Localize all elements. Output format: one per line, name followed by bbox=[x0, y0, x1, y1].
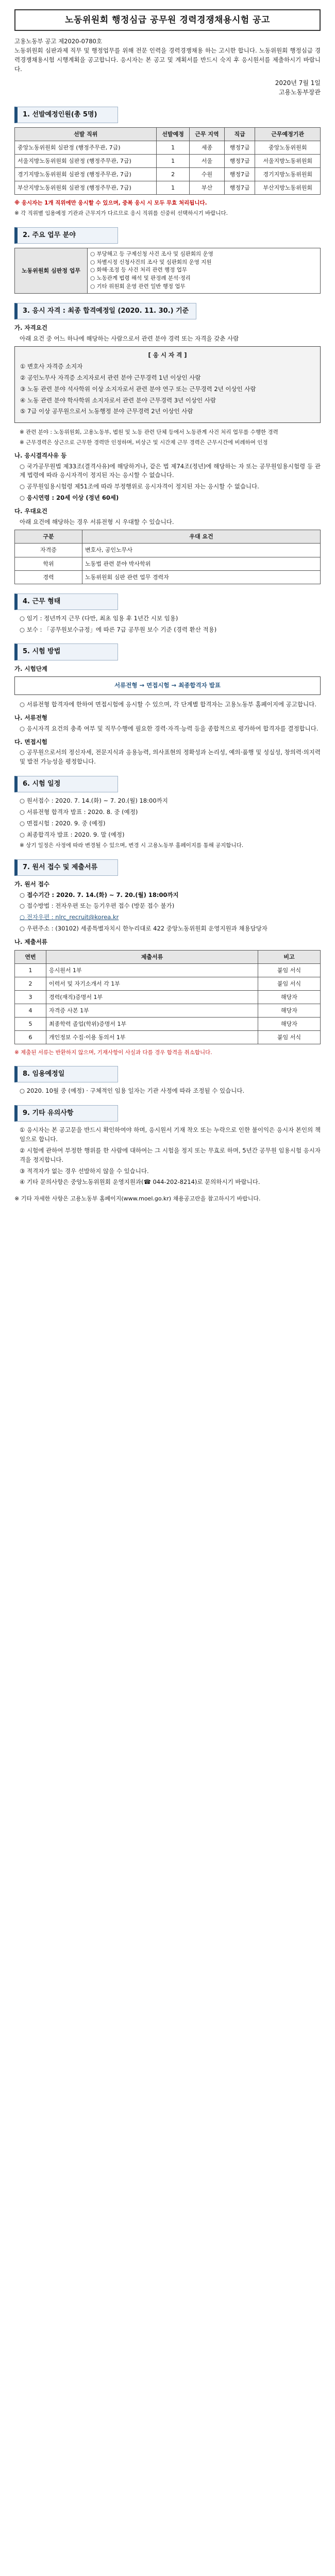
table-cell: 자격증 bbox=[15, 544, 82, 557]
section-heading: 5. 시험 방법 bbox=[14, 643, 118, 660]
column-header: 구분 bbox=[15, 530, 82, 544]
body-text: ○ 접수방법 : 전자우편 또는 등기우편 접수 (방문 접수 불가) bbox=[20, 902, 175, 910]
table-row bbox=[15, 963, 321, 977]
list-item: ○ 서류전형 합격자 발표 : 2020. 8. 중 (예정) bbox=[20, 808, 138, 816]
notice-text: ※ 제출된 서류는 반환하지 않으며, 기재사항이 사실과 다를 경우 합격을 취소합니다. bbox=[14, 1049, 212, 1056]
section-recruitment bbox=[14, 107, 321, 123]
body-text: ○ 서류전형 합격자에 한하여 면접시험에 응시할 수 있으며, 각 단계별 합격자는 고용노동부 홈페이지에 공고합니다. bbox=[20, 701, 316, 708]
column-header: 선발 직위 bbox=[15, 127, 157, 141]
table-row bbox=[15, 168, 321, 181]
list-item: ① 응시자는 본 공고문을 반드시 확인하여야 하며, 응시원서 기재 착오 또는 누락으로 인한 불이익은 응시자 본인의 책임으로 합니다. bbox=[20, 1126, 321, 1143]
table-cell: 이력서 및 자기소개서 각 1부 bbox=[46, 977, 258, 990]
table-row bbox=[15, 1017, 321, 1030]
list-item: ② 시험에 관하여 부정한 행위를 한 사람에 대하여는 그 시험을 정지 또는 무효로 하며, 5년간 공무원 임용시험 응시자격을 정지합니다. bbox=[20, 1147, 321, 1163]
table-header-row bbox=[15, 950, 321, 963]
list-item: ○ 원서접수 : 2020. 7. 14.(화) ~ 7. 20.(월) 18:00까지 bbox=[20, 797, 168, 805]
table-row bbox=[15, 248, 321, 293]
body-text: 아래 요건에 해당하는 경우 서류전형 시 우대할 수 있습니다. bbox=[20, 518, 174, 526]
table-cell: 변호사, 공인노무사 bbox=[82, 544, 321, 557]
duties-list bbox=[88, 248, 321, 293]
table-row bbox=[15, 557, 321, 570]
table-row bbox=[15, 181, 321, 195]
section-heading: 4. 근무 형태 bbox=[14, 594, 118, 610]
table-cell: 해당자 bbox=[258, 1004, 321, 1017]
subsection-heading: 다. 면접시험 bbox=[14, 738, 47, 745]
section-heading: 8. 임용예정일 bbox=[14, 1066, 118, 1082]
table-row bbox=[15, 570, 321, 584]
table-row bbox=[15, 1004, 321, 1017]
table-cell: 3 bbox=[15, 990, 46, 1004]
subsection-heading: 나. 응시결격사유 등 bbox=[14, 451, 67, 459]
table-cell: 부산지방노동위원회 bbox=[255, 181, 321, 195]
table-row bbox=[15, 544, 321, 557]
footer-note: ※ 기타 자세한 사항은 고용노동부 홈페이지(www.moel.go.kr) 채용공고란을 참고하시기 바랍니다. bbox=[14, 1195, 261, 1202]
duties-table bbox=[14, 248, 321, 294]
list-item: ○ 부당해고 등 구제신청 사건 조사 및 심판회의 운영 bbox=[90, 250, 213, 257]
table-row bbox=[15, 1030, 321, 1044]
body-text: ○ 임기 : 정년까지 근무 (다만, 최초 임용 후 1년간 시보 임용) bbox=[20, 614, 178, 622]
list-item: ○ 화해·조정 등 사건 처리 관련 행정 업무 bbox=[90, 267, 188, 274]
notice-text: ※ 응시자는 1개 직위에만 응시할 수 있으며, 중복 응시 시 모두 무효 처리됩니다. bbox=[14, 200, 207, 207]
table-cell: 노동위원회 심판 관련 업무 경력자 bbox=[82, 570, 321, 584]
subsection-heading: 다. 우대요건 bbox=[14, 507, 47, 515]
table-cell: 경력 bbox=[15, 570, 82, 584]
table-cell: 중앙노동위원회 bbox=[255, 141, 321, 154]
subsection-heading: 나. 제출서류 bbox=[14, 938, 47, 945]
section-qualifications bbox=[14, 303, 321, 319]
section-appointment-date bbox=[14, 1066, 321, 1082]
section-application bbox=[14, 859, 321, 876]
section-other-notes bbox=[14, 1105, 321, 1122]
box-title: [ 응 시 자 격 ] bbox=[148, 351, 187, 359]
email-address[interactable]: ○ 전자우편 : nlrc_recruit@korea.kr bbox=[20, 913, 119, 921]
list-item: ○ 차별시정 신청사건의 조사 및 심판회의 운영 지원 bbox=[90, 259, 212, 265]
section-schedule bbox=[14, 776, 321, 792]
body-text: ○ 2020. 10월 중 (예정) · 구체적인 임용 일자는 기관 사정에 따라 조정될 수 있습니다. bbox=[20, 1087, 245, 1095]
section-heading: 6. 시험 일정 bbox=[14, 776, 118, 792]
preference-table bbox=[14, 530, 321, 584]
table-row bbox=[15, 977, 321, 990]
table-header-row bbox=[15, 127, 321, 141]
table-cell: 붙임 서식 bbox=[258, 963, 321, 977]
exam-steps-box bbox=[14, 676, 321, 695]
body-text: ○ 우편주소 : (30102) 세종특별자치시 한누리대로 422 중앙노동위원회 운영지원과 채용담당자 bbox=[20, 925, 267, 933]
column-header: 제출서류 bbox=[46, 950, 258, 963]
section-exam-method bbox=[14, 643, 321, 660]
table-cell: 1 bbox=[157, 155, 190, 168]
exam-steps: 서류전형 → 면접시험 → 최종합격자 발표 bbox=[114, 682, 221, 689]
table-cell: 부산지방노동위원회 심판정 (행정주무관, 7급) bbox=[15, 181, 157, 195]
page-title: 노동위원회 행정심급 공무원 경력경쟁채용시험 공고 bbox=[14, 9, 321, 31]
section-duties bbox=[14, 227, 321, 244]
list-item: ② 공인노무사 자격증 소지자로서 관련 분야 근무경력 1년 이상인 사람 bbox=[20, 374, 201, 381]
column-header: 선발예정 bbox=[157, 127, 190, 141]
table-cell: 세종 bbox=[189, 141, 224, 154]
qualification-box bbox=[14, 346, 321, 423]
table-cell: 서울지방노동위원회 심판정 (행정주무관, 7급) bbox=[15, 155, 157, 168]
table-cell: 경기지방노동위원회 bbox=[255, 168, 321, 181]
list-item: ③ 노동 관련 분야 석사학위 이상 소지자로서 관련 분야 연구 또는 근무경력 2년 이상인 사람 bbox=[20, 385, 256, 393]
table-cell: 붙임 서식 bbox=[258, 1030, 321, 1044]
subsection-heading: 가. 원서 접수 bbox=[14, 880, 49, 888]
table-cell: 붙임 서식 bbox=[258, 977, 321, 990]
table-cell: 최종학력 졸업(학위)증명서 1부 bbox=[46, 1017, 258, 1030]
table-cell: 부산 bbox=[189, 181, 224, 195]
table-row bbox=[15, 990, 321, 1004]
table-cell: 2 bbox=[15, 977, 46, 990]
table-cell: 중앙노동위원회 심판정 (행정주무관, 7급) bbox=[15, 141, 157, 154]
list-item: ① 변호사 자격증 소지자 bbox=[20, 363, 83, 370]
list-item: ④ 노동 관련 분야 학사학위 소지자로서 관련 분야 근무경력 3년 이상인 사람 bbox=[20, 396, 216, 404]
table-row bbox=[15, 141, 321, 154]
section-heading: 3. 응시 자격 : 최종 합격예정일 (2020. 11. 30.) 기준 bbox=[14, 303, 196, 319]
subsection-heading: 가. 자격요건 bbox=[14, 324, 47, 331]
document-body bbox=[14, 9, 321, 1209]
list-item: ⑤ 7급 이상 공무원으로서 노동행정 분야 근무경력 2년 이상인 사람 bbox=[20, 408, 193, 415]
section-heading: 2. 주요 업무 분야 bbox=[14, 227, 118, 244]
list-item: ○ 노동관계 법령 해석 및 판정례 분석·정리 bbox=[90, 275, 191, 282]
table-cell: 행정7급 bbox=[225, 155, 255, 168]
list-item: ○ 면접시험 : 2020. 9. 중 (예정) bbox=[20, 819, 106, 827]
list-item: ④ 기타 문의사항은 중앙노동위원회 운영지원과(☎ 044-202-8214)로 문의하시기 바랍니다. bbox=[20, 1178, 260, 1186]
table-cell: 2 bbox=[157, 168, 190, 181]
table-cell: 노동법 관련 분야 박사학위 bbox=[82, 557, 321, 570]
list-item: ○ 최종합격자 발표 : 2020. 9. 말 (예정) bbox=[20, 831, 125, 838]
table-cell: 해당자 bbox=[258, 1017, 321, 1030]
table-cell: 5 bbox=[15, 1017, 46, 1030]
table-cell: 4 bbox=[15, 1004, 46, 1017]
list-item: ○ 공무원임용시험령 제51조에 따라 부정행위로 응시자격이 정지된 자는 응시할 수 없습니다. bbox=[20, 483, 259, 490]
notice-text: ※ 각 직위별 임용예정 기관과 근무지가 다르므로 응시 직위를 신중히 선택하시기 바랍니다. bbox=[14, 210, 228, 217]
table-cell: 학위 bbox=[15, 557, 82, 570]
table-cell: 행정7급 bbox=[225, 141, 255, 154]
table-cell: 서울지방노동위원회 bbox=[255, 155, 321, 168]
column-header: 연번 bbox=[15, 950, 46, 963]
section-heading: 7. 원서 접수 및 제출서류 bbox=[14, 859, 118, 876]
issuing-agency: 고용노동부장관 bbox=[278, 89, 321, 96]
notice-date: 2020년 7월 1일 bbox=[275, 79, 321, 87]
list-item: ○ 국가공무원법 제33조(결격사유)에 해당하거나, 같은 법 제74조(정년)에 해당하는 자 또는 공무원임용시험령 등 관계 법령에 따라 응시자격이 정지된 자는 응시할 수 없습니다. bbox=[20, 462, 321, 479]
table-header-row bbox=[15, 530, 321, 544]
column-header: 직급 bbox=[225, 127, 255, 141]
table-cell: 1 bbox=[157, 181, 190, 195]
table-cell: 행정7급 bbox=[225, 181, 255, 195]
list-item: ③ 적격자가 없는 경우 선발하지 않을 수 있습니다. bbox=[20, 1167, 149, 1175]
notice-text: ※ 관련 분야 : 노동위원회, 고용노동부, 법원 및 노동 관련 단체 등에서 노동관계 사건 처리 업무를 수행한 경력 bbox=[20, 429, 278, 436]
table-cell: 6 bbox=[15, 1030, 46, 1044]
section-heading: 1. 선발예정인원(총 5명) bbox=[14, 107, 118, 123]
body-text: ○ 응시자격 요건의 충족 여부 및 직무수행에 필요한 경력·자격·능력 등을 종합적으로 평가하여 합격자를 결정합니다. bbox=[20, 724, 319, 732]
body-text: ○ 보수 : 「공무원보수규정」에 따른 7급 공무원 보수 기준 (경력 환산 적용) bbox=[20, 625, 217, 633]
column-header: 근무예정기관 bbox=[255, 127, 321, 141]
list-item: ○ 기타 위원회 운영 관련 일반 행정 업무 bbox=[90, 283, 186, 290]
body-text: 아래 요건 중 어느 하나에 해당하는 사람으로서 관련 분야 경력 또는 자격을 갖춘 사람 bbox=[20, 334, 239, 342]
section-heading: 9. 기타 유의사항 bbox=[14, 1105, 118, 1122]
table-cell: 응시원서 1부 bbox=[46, 963, 258, 977]
table-cell: 자격증 사본 1부 bbox=[46, 1004, 258, 1017]
documents-table bbox=[14, 950, 321, 1044]
subsection-heading: 가. 시험단계 bbox=[14, 665, 47, 672]
column-header: 근무 지역 bbox=[189, 127, 224, 141]
column-header: 비고 bbox=[258, 950, 321, 963]
table-cell: 서울 bbox=[189, 155, 224, 168]
table-cell: 경기지방노동위원회 심판정 (행정주무관, 7급) bbox=[15, 168, 157, 181]
list-item: ○ 응시연령 : 20세 이상 (정년 60세) bbox=[20, 494, 119, 501]
table-cell: 1 bbox=[157, 141, 190, 154]
recruitment-table bbox=[14, 127, 321, 195]
notice-text: ※ 상기 일정은 사정에 따라 변경될 수 있으며, 변경 시 고용노동부 홈페이지를 통해 공지합니다. bbox=[20, 842, 244, 849]
table-cell: 행정7급 bbox=[225, 168, 255, 181]
table-cell: 1 bbox=[15, 963, 46, 977]
body-text: ○ 접수기간 : 2020. 7. 14.(화) ~ 7. 20.(월) 18:00까지 bbox=[20, 891, 179, 899]
notice-number: 고용노동부 공고 제2020-0780호 bbox=[14, 38, 102, 45]
notice-text: ※ 근무경력은 상근으로 근무한 경력만 인정하며, 비상근 및 시간제 근무 경력은 근무시간에 비례하여 인정 bbox=[20, 439, 268, 446]
column-header: 우대 요건 bbox=[82, 530, 321, 544]
row-header: 노동위원회 심판정 업무 bbox=[15, 248, 88, 293]
table-cell: 개인정보 수집·이용 동의서 1부 bbox=[46, 1030, 258, 1044]
table-cell: 해당자 bbox=[258, 990, 321, 1004]
table-row bbox=[15, 155, 321, 168]
body-text: ○ 공무원으로서의 정신자세, 전문지식과 응용능력, 의사표현의 정확성과 논리성, 예의·품행 및 성실성, 창의력·의지력 및 발전 가능성을 평정합니다. bbox=[20, 749, 321, 766]
table-cell: 경력(재직)증명서 1부 bbox=[46, 990, 258, 1004]
subsection-heading: 나. 서류전형 bbox=[14, 714, 47, 721]
intro-paragraph: 노동위원회 심판과제 직무 및 행정업무를 위해 전문 인력을 경력경쟁채용 하는 고시한 합니다. 노동위원회 행정심급 경력경쟁채용시험 시행계획을 공고합니다. 응시자는 본 공고 및 계획서를 반드시 숙지 후 응시원서를 제출하시기 바랍니다. bbox=[14, 47, 321, 73]
section-employment-type bbox=[14, 594, 321, 610]
table-cell: 수원 bbox=[189, 168, 224, 181]
